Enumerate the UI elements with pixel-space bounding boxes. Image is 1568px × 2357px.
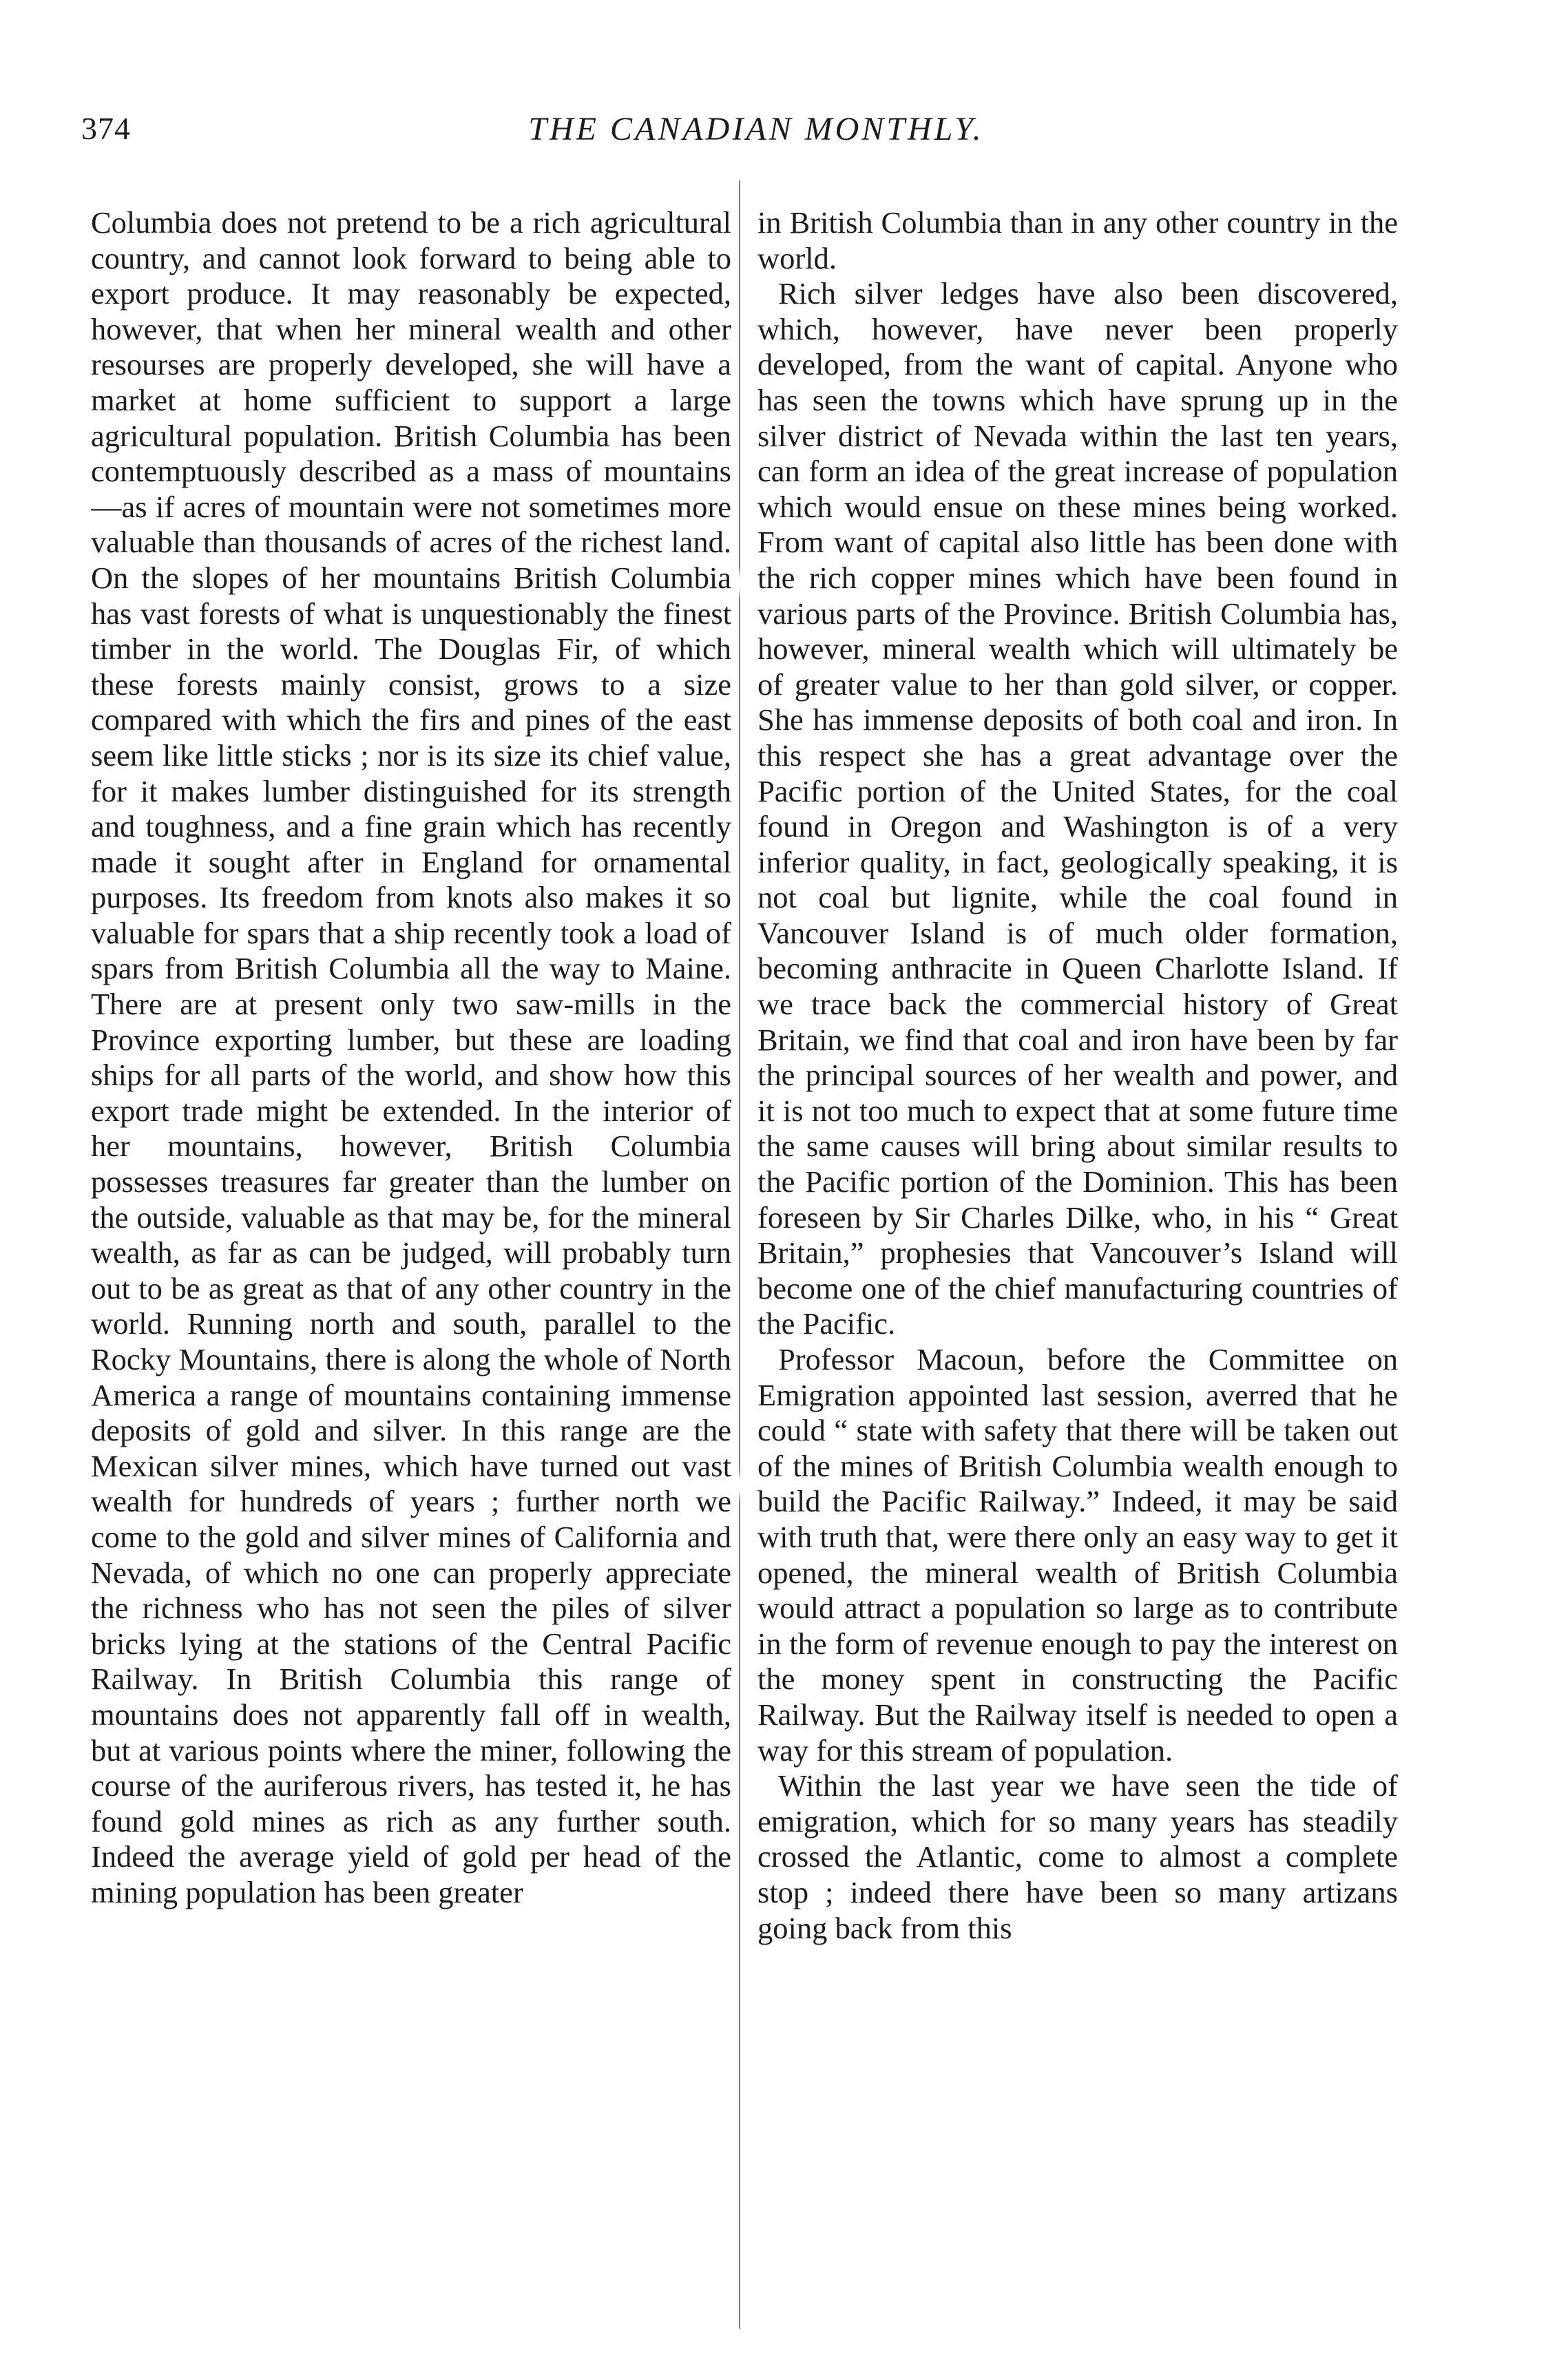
right-paragraph-2: Rich silver ledges have also been discovered, which, however, have never been properly developed, from the want of capital. Anyone who has seen the towns which have sprung up in the silver district of Nevada within the last ten years, can form an idea of the great increase of population which would ensue on these mines being worked. From want of capital also little has been done with the rich copper mines which have been found in various parts of the Province. British Columbia has, however, mineral wealth which will ultimately be of greater value to her than gold silver, or copper. She has immense deposits of both coal and iron. In this respect she has a great advantage over the Pacific portion of the United States, for the coal found in Oregon and Washington is of a very inferior quality, in fact, geologically speaking, it is not coal but lignite, while the coal found in Vancouver Island is of much older formation, becoming anthracite in Queen Charlotte Island. If we trace back the commercial history of Great Britain, we find that coal and iron have been by far the principal sources of her wealth and power, and it is not too much to expect that at some future time the same causes will bring about similar results to the Pacific portion of the Dominion. This has been foreseen by Sir Charles Dilke, who, in his “ Great Britain,” prophesies that Vancouver’s Island will become one of the chief manufacturing countries of the Pacific. xyxy=(757,276,1398,1341)
right-paragraph-1: in British Columbia than in any other country in the world. xyxy=(757,205,1398,275)
left-column xyxy=(91,205,731,2285)
page-number: 374 xyxy=(81,111,131,146)
right-paragraph-3: Professor Macoun, before the Committee on Emigration appointed last session, averred that he could “ state with safety that there will be taken out of the mines of British Columbia wealth enough to build the Pacific Railway.” Indeed, it may be said with truth that, were there only an easy way to get it opened, the mineral wealth of British Columbia would attract a population so large as to contribute in the form of revenue enough to pay the interest on the money spent in constructing the Pacific Railway. But the Railway itself is needed to open a way for this stream of population. xyxy=(757,1342,1398,1768)
right-column xyxy=(757,205,1398,2285)
right-paragraph-4: Within the last year we have seen the tide of emigration, which for so many years has steadily crossed the Atlantic, come to almost a complete stop ; indeed there have been so many artizans going back from this xyxy=(757,1768,1398,1945)
running-title: THE CANADIAN MONTHLY. xyxy=(528,111,984,147)
left-paragraph-1: Columbia does not pretend to be a rich agricultural country, and cannot look forward to being able to export produce. It may reasonably be expected, however, that when her mineral wealth and other resourses are properly developed, she will have a market at home sufficient to support a large agricultural population. British Columbia has been contemptuously described as a mass of mountains—as if acres of mountain were not sometimes more valuable than thousands of acres of the richest land. On the slopes of her mountains British Columbia has vast forests of what is unquestionably the finest timber in the world. The Douglas Fir, of which these forests mainly consist, grows to a size compared with which the firs and pines of the east seem like little sticks ; nor is its size its chief value, for it makes lumber distinguished for its strength and toughness, and a fine grain which has recently made it sought after in England for ornamental purposes. Its freedom from knots also makes it so valuable for spars that a ship recently took a load of spars from British Columbia all the way to Maine. There are at present only two saw-mills in the Province exporting lumber, but these are loading ships for all parts of the world, and show how this export trade might be extended. In the interior of her mountains, however, British Columbia possesses treasures far greater than the lumber on the outside, valuable as that may be, for the mineral wealth, as far as can be judged, will probably turn out to be as great as that of any other country in the world. Running north and south, parallel to the Rocky Mountains, there is along the whole of North America a range of mountains containing immense deposits of gold and silver. In this range are the Mexican silver mines, which have turned out vast wealth for hundreds of years ; further north we come to the gold and silver mines of California and Nevada, of which no one can properly appreciate the richness who has not seen the piles of silver bricks lying at the stations of the Central Pacific Railway. In British Columbia this range of mountains does not apparently fall off in wealth, but at various points where the miner, following the course of the auriferous rivers, has tested it, he has found gold mines as rich as any further south. Indeed the average yield of gold per head of the mining population has been greater xyxy=(91,205,731,1909)
page-header xyxy=(81,110,1431,158)
column-divider xyxy=(739,180,740,2329)
